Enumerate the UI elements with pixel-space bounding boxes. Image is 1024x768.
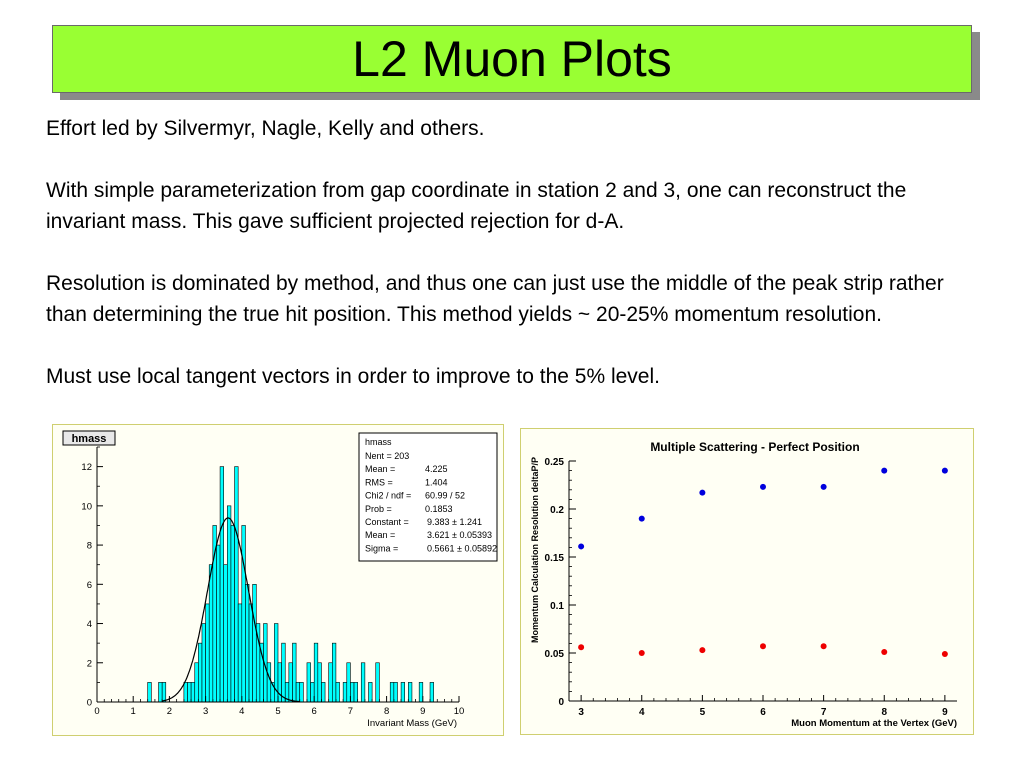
histogram-bin [329, 663, 333, 702]
scatter-point-blue [942, 468, 948, 474]
histogram-bin [419, 682, 423, 702]
histogram-bin [220, 467, 224, 702]
histogram-bin [321, 682, 325, 702]
histogram-bin [191, 682, 195, 702]
scatter-point-red [881, 649, 887, 655]
hist-label: hmass [71, 433, 107, 445]
slide-title-box [52, 25, 972, 93]
histogram-bin [354, 682, 358, 702]
hist-x-tick-label: 9 [420, 706, 426, 717]
stats-row-label: Chi2 / ndf = [365, 490, 412, 501]
stats-row-value: 0.1853 [425, 503, 453, 514]
scatter-y-tick-label: 0 [558, 697, 564, 708]
hist-x-axis-label: Invariant Mass (GeV) [367, 718, 457, 729]
slide-title: L2 Muon Plots [352, 31, 672, 87]
scatter-point-blue [760, 484, 766, 490]
histogram-bin [336, 682, 340, 702]
paragraph-tangent-vectors: Must use local tangent vectors in order to improve to the 5% level. [46, 365, 660, 388]
histogram-bin [202, 624, 206, 702]
stats-box [359, 433, 497, 561]
hist-y-tick-label: 12 [81, 462, 92, 474]
histogram-bin [235, 467, 239, 702]
histogram-bin [296, 682, 300, 702]
scatter-x-tick-label: 5 [699, 707, 706, 718]
histogram-bin [188, 682, 192, 702]
histogram-bin [282, 643, 286, 702]
histogram-bin [350, 682, 354, 702]
scatter-x-tick-label: 3 [578, 707, 584, 718]
hist-x-tick-label: 8 [383, 706, 390, 717]
histogram-chart [53, 425, 503, 735]
histogram-bin [390, 682, 394, 702]
stats-row-value: 3.621 ± 0.05393 [427, 530, 492, 541]
histogram-bin [227, 506, 231, 702]
scatter-point-red [699, 647, 705, 653]
scatter-x-tick-label: 7 [820, 707, 827, 718]
histogram-bin [332, 643, 336, 702]
histogram-bin [206, 604, 210, 702]
histogram-bin [231, 525, 235, 702]
hist-x-tick-label: 10 [453, 706, 465, 717]
scatter-y-tick-label: 0.2 [550, 505, 564, 516]
paragraph-parameterization: With simple parameterization from gap coordinate in station 2 and 3, one can reconstruct the invariant mass. This gave sufficient projected rejection for d-A. [46, 179, 907, 233]
hist-y-tick-label: 2 [86, 658, 92, 670]
histogram-bin [292, 643, 296, 702]
scatter-point-blue [578, 543, 584, 549]
hist-x-tick-label: 0 [94, 706, 100, 717]
scatter-y-tick-label: 0.15 [544, 553, 564, 564]
scatter-point-red [942, 651, 948, 657]
histogram-bin [249, 604, 253, 702]
histogram-bin [300, 682, 304, 702]
hist-x-tick-label: 4 [239, 706, 245, 717]
histogram-bin [401, 682, 405, 702]
stats-row-label: RMS = [365, 477, 393, 488]
histogram-bin [216, 545, 220, 702]
histogram-bin [245, 584, 249, 702]
scatter-y-tick-label: 0.25 [544, 457, 564, 468]
histogram-bin [195, 663, 199, 702]
hist-y-tick-label: 8 [86, 540, 92, 552]
histogram-bin [408, 682, 412, 702]
histogram-bin [209, 565, 213, 702]
stats-row-value: 60.99 / 52 [425, 490, 466, 501]
hist-y-tick-label: 0 [86, 697, 92, 709]
histogram-bin [376, 663, 380, 702]
scatter-y-tick-label: 0.1 [550, 601, 564, 612]
scatter-x-tick-label: 6 [760, 707, 766, 718]
scatter-point-blue [699, 490, 705, 496]
scatter-title: Multiple Scattering - Perfect Position [650, 440, 860, 454]
hist-y-tick-label: 10 [81, 501, 92, 513]
histogram-bin [430, 682, 434, 702]
histogram-bin [267, 663, 271, 702]
stats-row-label: Mean = [365, 530, 396, 541]
scatter-point-red [578, 644, 584, 650]
histogram-bin [369, 682, 373, 702]
scatter-point-red [760, 643, 766, 649]
stats-row-label: Nent = 203 [365, 451, 410, 461]
stats-row-value: 1.404 [425, 477, 448, 488]
stats-title: hmass [365, 437, 392, 447]
hist-x-tick-label: 7 [347, 706, 354, 717]
hist-x-tick-label: 2 [166, 706, 173, 717]
stats-row-value: 0.5661 ± 0.05892 [427, 543, 498, 554]
scatter-x-tick-label: 9 [942, 707, 948, 718]
stats-row-value: 9.383 ± 1.241 [427, 517, 482, 527]
slide-body [46, 113, 976, 423]
histogram-bin [148, 682, 152, 702]
scatter-point-blue [881, 468, 887, 474]
histogram-bin [184, 682, 188, 702]
histogram-bin [318, 663, 322, 702]
hist-y-tick-label: 4 [86, 619, 92, 631]
hist-x-tick-label: 5 [275, 706, 281, 717]
scatter-chart [521, 429, 973, 734]
scatter-x-tick-label: 4 [638, 707, 645, 718]
histogram-bin [314, 643, 318, 702]
histogram-bin [224, 565, 228, 702]
stats-row-label: Prob = [365, 503, 392, 514]
scatter-x-tick-label: 8 [881, 707, 888, 718]
histogram-bin [289, 663, 293, 702]
paragraph-effort: Effort led by Silvermyr, Nagle, Kelly and others. [46, 117, 485, 140]
histogram-bin [394, 682, 398, 702]
histogram-bin [343, 682, 347, 702]
histogram-bin [238, 604, 242, 702]
stats-row-label: Mean = [365, 464, 396, 475]
histogram-bin [307, 663, 311, 702]
histogram-bin [162, 682, 166, 702]
scatter-point-blue [639, 516, 645, 522]
scatter-point-red [821, 643, 827, 649]
histogram-bin [347, 663, 351, 702]
scatter-point-red [639, 650, 645, 656]
scatter-y-axis-label: Momentum Calculation Resolution deltaP/P [530, 457, 540, 644]
hist-x-tick-label: 1 [130, 706, 136, 717]
stats-row-label: Constant = [365, 517, 409, 527]
scatter-panel [520, 428, 974, 735]
scatter-point-blue [821, 484, 827, 490]
stats-row-label: Sigma = [365, 543, 399, 554]
hist-y-tick-label: 6 [86, 579, 92, 591]
histogram-bin [253, 584, 257, 702]
histogram-bin [311, 682, 315, 702]
histogram-bin [242, 525, 246, 702]
histogram-panel [52, 424, 504, 736]
histogram-bin [159, 682, 163, 702]
stats-row-value: 4.225 [425, 464, 448, 475]
hist-x-tick-label: 3 [202, 706, 209, 717]
hist-x-tick-label: 6 [311, 706, 317, 717]
scatter-y-tick-label: 0.05 [544, 649, 564, 660]
histogram-bin [361, 663, 365, 702]
paragraph-resolution: Resolution is dominated by method, and thus one can just use the middle of the peak strip rather than determining the true hit position. This method yields ~ 20-25% momentum resolution. [46, 272, 944, 326]
scatter-x-axis-label: Muon Momentum at the Vertex (GeV) [791, 718, 957, 729]
histogram-bin [198, 643, 202, 702]
